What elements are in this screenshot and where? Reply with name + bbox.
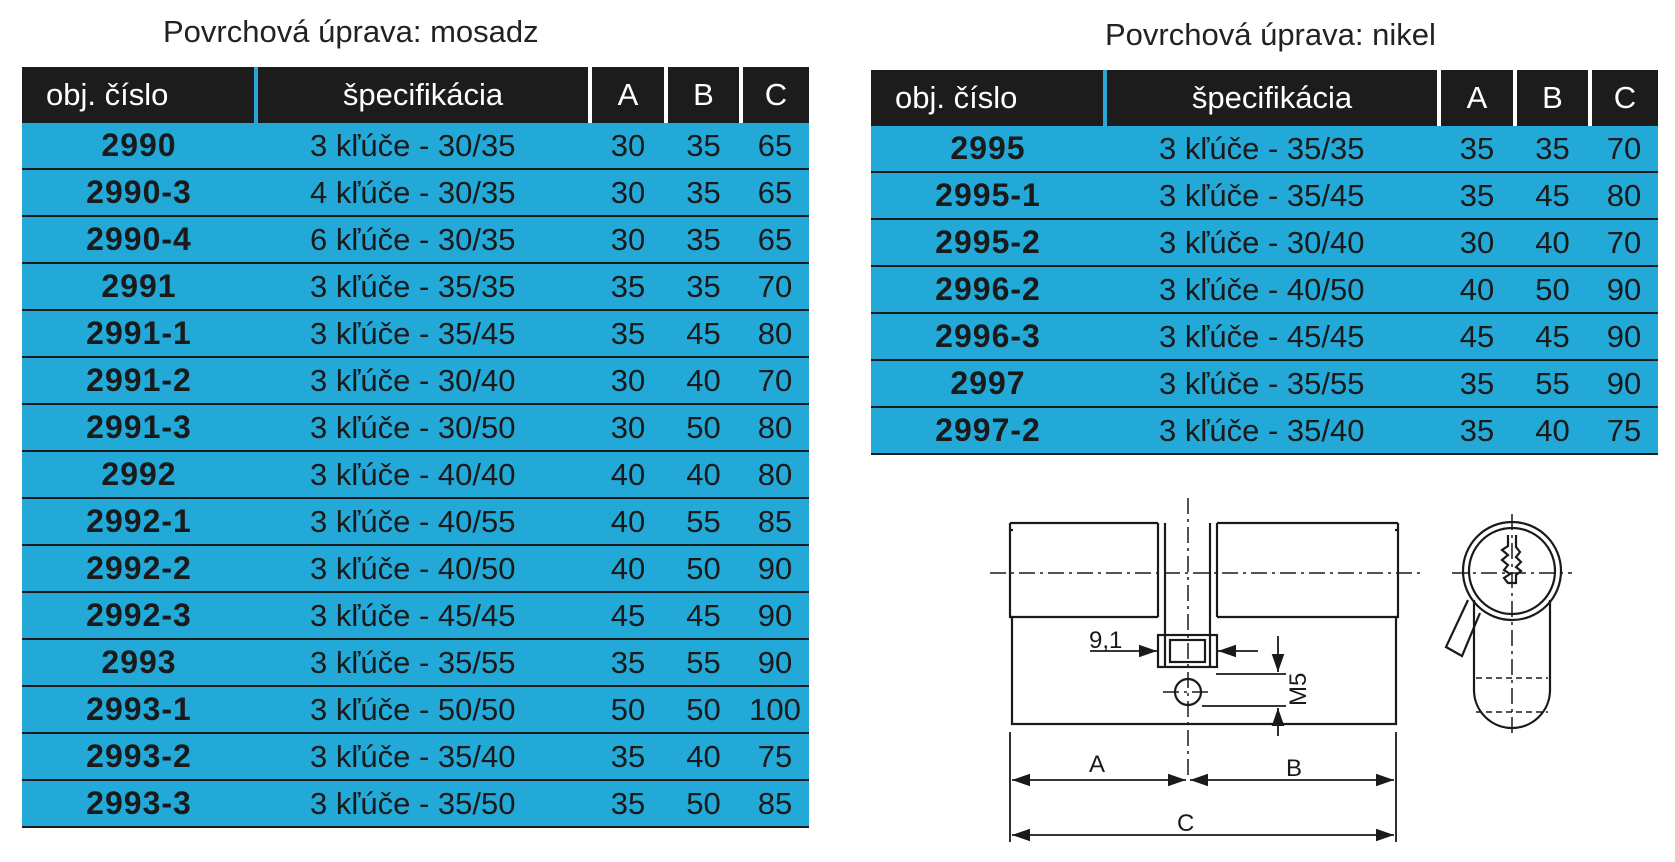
order-number-cell: 2993-1 — [22, 686, 256, 733]
b-cell: 40 — [666, 357, 741, 404]
dimension-label-m5: M5 — [1285, 672, 1312, 706]
header-order-number: obj. číslo — [871, 70, 1105, 126]
specification-cell: 6 kľúče - 30/35 — [256, 216, 590, 263]
b-cell: 45 — [1515, 313, 1590, 360]
c-cell: 70 — [741, 357, 809, 404]
b-cell: 35 — [666, 169, 741, 216]
a-cell: 30 — [590, 169, 666, 216]
a-cell: 35 — [590, 780, 666, 827]
specification-cell: 4 kľúče - 30/35 — [256, 169, 590, 216]
left-table-title: Povrchová úprava: mosadz — [163, 14, 539, 49]
b-cell: 45 — [666, 592, 741, 639]
header-b: B — [666, 67, 741, 123]
b-cell: 55 — [666, 639, 741, 686]
c-cell: 90 — [1590, 313, 1658, 360]
c-cell: 75 — [1590, 407, 1658, 454]
a-cell: 35 — [590, 310, 666, 357]
b-cell: 50 — [666, 545, 741, 592]
specification-cell: 3 kľúče - 30/40 — [256, 357, 590, 404]
order-number-cell: 2992 — [22, 451, 256, 498]
c-cell: 70 — [1590, 219, 1658, 266]
a-cell: 40 — [590, 451, 666, 498]
header-c: C — [741, 67, 809, 123]
c-cell: 90 — [741, 639, 809, 686]
a-cell: 40 — [590, 545, 666, 592]
cylinder-side-view — [1010, 523, 1398, 724]
order-number-cell: 2995-1 — [871, 172, 1105, 219]
a-cell: 35 — [590, 733, 666, 780]
header-specification: špecifikácia — [256, 67, 590, 123]
specification-cell: 3 kľúče - 40/50 — [1105, 266, 1439, 313]
c-cell: 80 — [741, 310, 809, 357]
specification-cell: 3 kľúče - 45/45 — [1105, 313, 1439, 360]
order-number-cell: 2996-3 — [871, 313, 1105, 360]
c-cell: 75 — [741, 733, 809, 780]
c-cell: 85 — [741, 498, 809, 545]
b-cell: 35 — [1515, 126, 1590, 172]
order-number-cell: 2991-2 — [22, 357, 256, 404]
c-cell: 70 — [1590, 126, 1658, 172]
right-table-title: Povrchová úprava: nikel — [1105, 17, 1436, 52]
header-b: B — [1515, 70, 1590, 126]
c-cell: 90 — [1590, 266, 1658, 313]
b-cell: 50 — [1515, 266, 1590, 313]
b-cell: 35 — [666, 263, 741, 310]
a-cell: 30 — [590, 123, 666, 169]
b-cell: 40 — [666, 451, 741, 498]
specification-cell: 3 kľúče - 30/50 — [256, 404, 590, 451]
header-a: A — [1439, 70, 1515, 126]
order-number-cell: 2995 — [871, 126, 1105, 172]
a-cell: 30 — [590, 357, 666, 404]
c-cell: 90 — [741, 592, 809, 639]
a-cell: 35 — [1439, 172, 1515, 219]
c-cell: 70 — [741, 263, 809, 310]
a-cell: 45 — [1439, 313, 1515, 360]
b-cell: 40 — [1515, 407, 1590, 454]
b-cell: 40 — [666, 733, 741, 780]
b-cell: 35 — [666, 123, 741, 169]
dimension-label-b: B — [1286, 755, 1303, 782]
dimension-label-a: A — [1089, 751, 1106, 778]
header-a: A — [590, 67, 666, 123]
c-cell: 80 — [1590, 172, 1658, 219]
order-number-cell: 2997-2 — [871, 407, 1105, 454]
specification-cell: 3 kľúče - 35/35 — [256, 263, 590, 310]
a-cell: 35 — [590, 263, 666, 310]
specification-cell: 3 kľúče - 35/45 — [1105, 172, 1439, 219]
a-cell: 50 — [590, 686, 666, 733]
specification-cell: 3 kľúče - 30/35 — [256, 123, 590, 169]
order-number-cell: 2990 — [22, 123, 256, 169]
order-number-cell: 2991-1 — [22, 310, 256, 357]
a-cell: 30 — [590, 404, 666, 451]
b-cell: 55 — [1515, 360, 1590, 407]
order-number-cell: 2991-3 — [22, 404, 256, 451]
a-cell: 45 — [590, 592, 666, 639]
header-order-number: obj. číslo — [22, 67, 256, 123]
header-specification: špecifikácia — [1105, 70, 1439, 126]
c-cell: 65 — [741, 123, 809, 169]
a-cell: 40 — [590, 498, 666, 545]
cylinder-end-view — [1446, 522, 1561, 728]
order-number-cell: 2990-4 — [22, 216, 256, 263]
specification-cell: 3 kľúče - 40/55 — [256, 498, 590, 545]
c-cell: 65 — [741, 216, 809, 263]
order-number-cell: 2993 — [22, 639, 256, 686]
c-cell: 90 — [741, 545, 809, 592]
order-number-cell: 2992-2 — [22, 545, 256, 592]
a-cell: 30 — [590, 216, 666, 263]
specification-cell: 3 kľúče - 35/55 — [1105, 360, 1439, 407]
specification-cell: 3 kľúče - 45/45 — [256, 592, 590, 639]
a-cell: 35 — [1439, 126, 1515, 172]
b-cell: 50 — [666, 780, 741, 827]
a-cell: 35 — [1439, 407, 1515, 454]
specification-cell: 3 kľúče - 35/35 — [1105, 126, 1439, 172]
c-cell: 90 — [1590, 360, 1658, 407]
specification-cell: 3 kľúče - 35/45 — [256, 310, 590, 357]
order-number-cell: 2995-2 — [871, 219, 1105, 266]
specification-cell: 3 kľúče - 35/50 — [256, 780, 590, 827]
specification-cell: 3 kľúče - 40/40 — [256, 451, 590, 498]
specification-cell: 3 kľúče - 40/50 — [256, 545, 590, 592]
b-cell: 45 — [666, 310, 741, 357]
specification-cell: 3 kľúče - 30/40 — [1105, 219, 1439, 266]
order-number-cell: 2993-2 — [22, 733, 256, 780]
specification-cell: 3 kľúče - 50/50 — [256, 686, 590, 733]
header-c: C — [1590, 70, 1658, 126]
c-cell: 85 — [741, 780, 809, 827]
dimension-label-c: C — [1177, 810, 1195, 837]
specification-cell: 3 kľúče - 35/40 — [1105, 407, 1439, 454]
b-cell: 50 — [666, 404, 741, 451]
b-cell: 35 — [666, 216, 741, 263]
c-cell: 80 — [741, 451, 809, 498]
a-cell: 40 — [1439, 266, 1515, 313]
cylinder-body-outline — [1010, 523, 1188, 724]
specification-cell: 3 kľúče - 35/40 — [256, 733, 590, 780]
order-number-cell: 2991 — [22, 263, 256, 310]
order-number-cell: 2997 — [871, 360, 1105, 407]
c-cell: 80 — [741, 404, 809, 451]
order-number-cell: 2996-2 — [871, 266, 1105, 313]
order-number-cell: 2990-3 — [22, 169, 256, 216]
specification-cell: 3 kľúče - 35/55 — [256, 639, 590, 686]
a-cell: 35 — [590, 639, 666, 686]
b-cell: 50 — [666, 686, 741, 733]
dimension-label-9-1: 9,1 — [1089, 627, 1123, 654]
order-number-cell: 2992-1 — [22, 498, 256, 545]
b-cell: 40 — [1515, 219, 1590, 266]
c-cell: 65 — [741, 169, 809, 216]
order-number-cell: 2993-3 — [22, 780, 256, 827]
a-cell: 30 — [1439, 219, 1515, 266]
b-cell: 45 — [1515, 172, 1590, 219]
a-cell: 35 — [1439, 360, 1515, 407]
order-number-cell: 2992-3 — [22, 592, 256, 639]
b-cell: 55 — [666, 498, 741, 545]
c-cell: 100 — [741, 686, 809, 733]
